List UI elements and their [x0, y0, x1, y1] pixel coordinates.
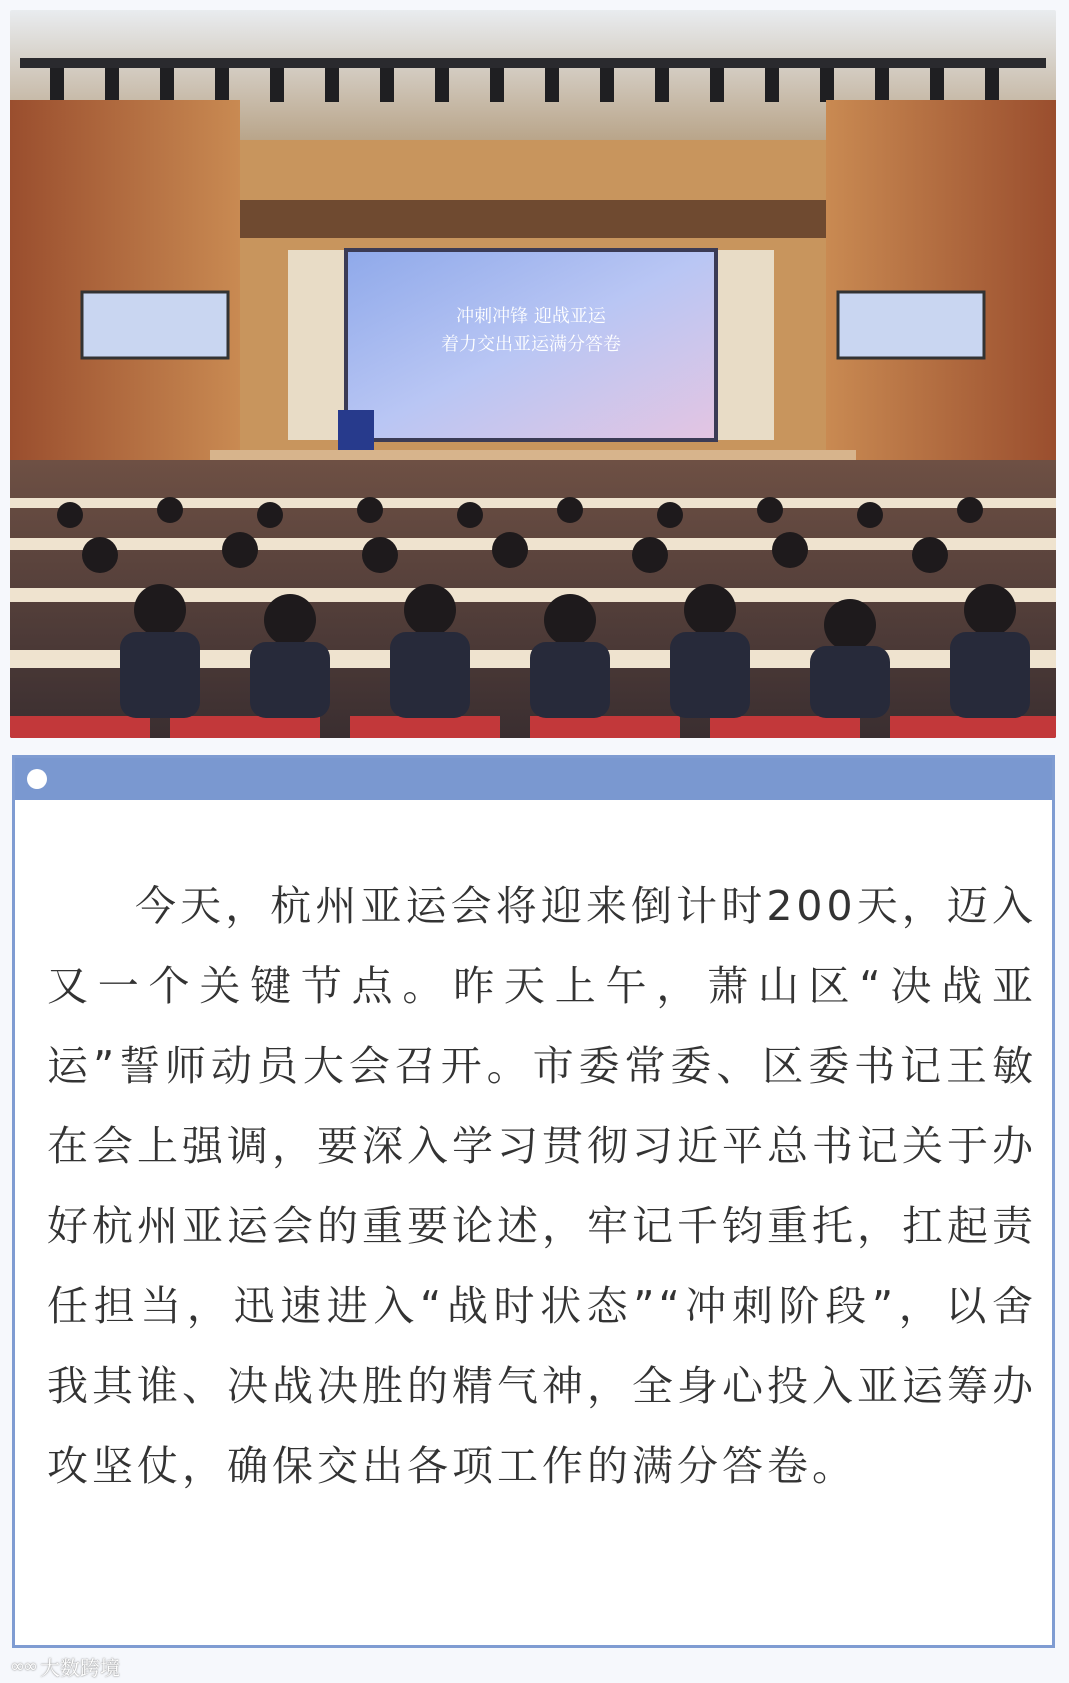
- screen-text-2: 着力交出亚运满分答卷: [441, 334, 621, 355]
- conference-photo: [10, 10, 1056, 738]
- watermark: [10, 1652, 120, 1680]
- card-header-bar: [15, 758, 1052, 800]
- screen-text-1: 冲刺冲锋 迎战亚运: [456, 306, 606, 327]
- watermark-logo-icon: ∞∞: [10, 1655, 36, 1677]
- watermark-text: 大数跨境: [40, 1655, 120, 1680]
- text-card: [12, 755, 1055, 1648]
- bullet-dot-icon: [27, 769, 47, 789]
- article-paragraph: 今天，杭州亚运会将迎来倒计时200天，迈入又一个关键节点。昨天上午，萧山区“决战亚运”誓师动员大会召开。市委常委、区委书记王敏在会上强调，要深入学习贯彻习近平总书记关于办好杭州亚运会的重要论述，牢记千钧重托，扛起责任担当，迅速进入“战时状态”“冲刺阶段”，以舍我其谁、决战决胜的精气神，全身心投入亚运筹办攻坚仗，确保交出各项工作的满分答卷。: [47, 882, 1037, 1490]
- article-text: [47, 866, 1037, 1506]
